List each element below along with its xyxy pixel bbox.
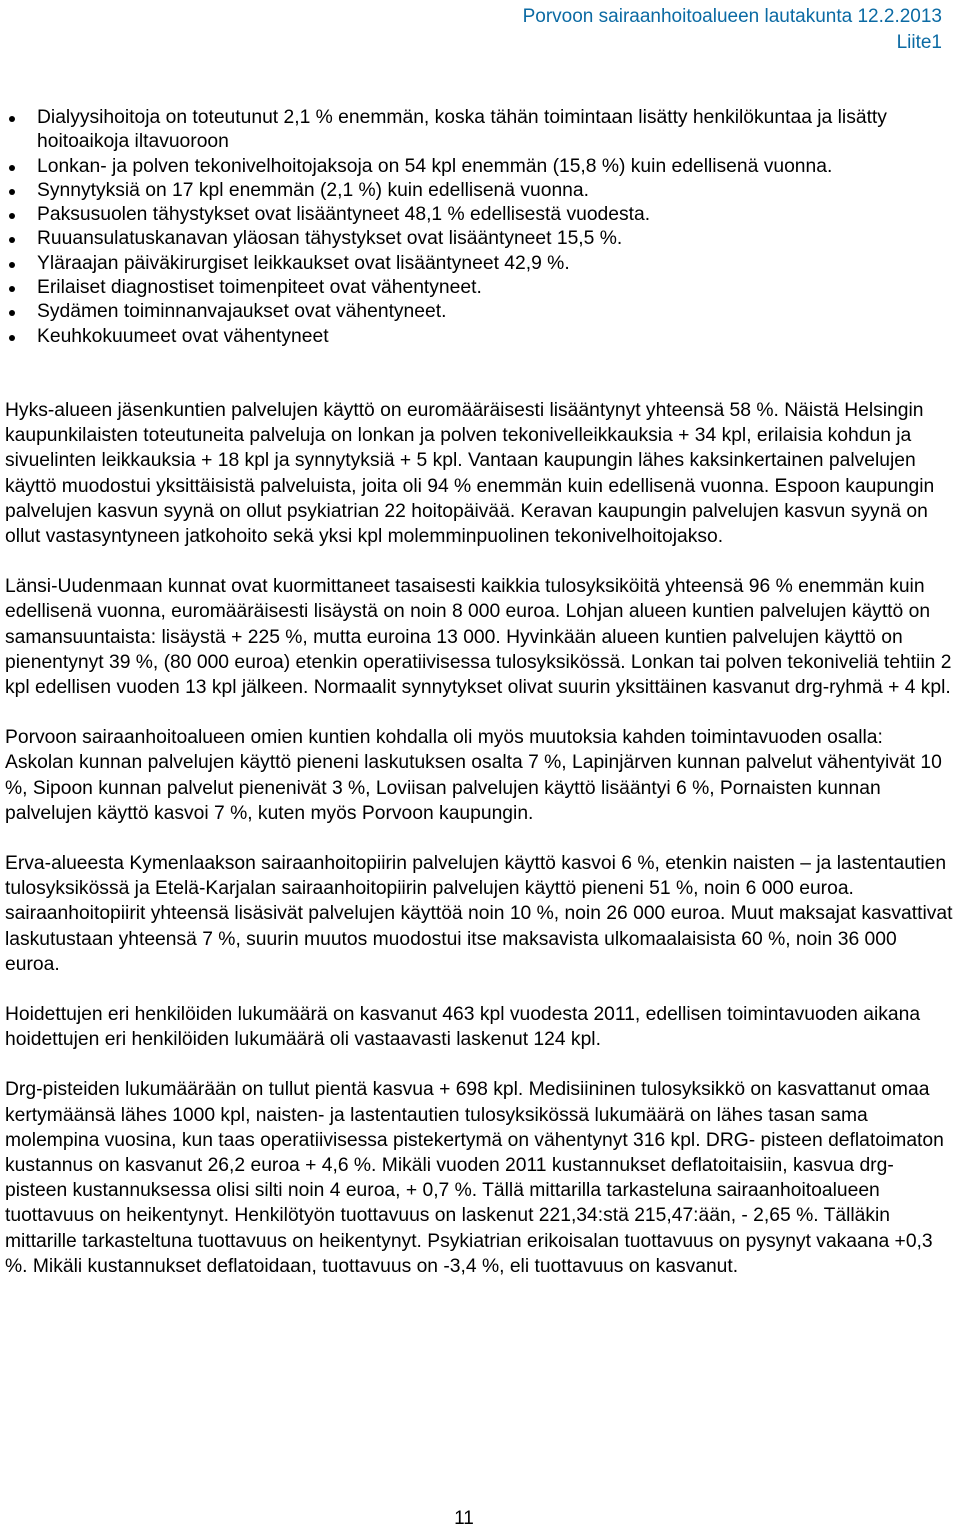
list-item <box>5 300 953 324</box>
bullet-icon <box>9 189 15 195</box>
bullet-icon <box>9 213 15 219</box>
bullet-icon <box>9 165 15 171</box>
list-item-text: Keuhkokuumeet ovat vähentyneet <box>37 325 329 347</box>
bullet-icon <box>9 335 15 341</box>
list-item <box>5 179 953 203</box>
list-item <box>5 106 953 155</box>
paragraph-patient-count: Hoidettujen eri henkilöiden lukumäärä on kasvanut 463 kpl vuodesta 2011, edellisen toimintavuoden aikana hoidettujen eri henkilöiden lukumäärä oli vastaavasti laskenut 124 kpl. <box>5 1004 921 1051</box>
list-item-text: Lonkan- ja polven tekonivelhoitojaksoja on 54 kpl enemmän (15,8 %) kuin edellisenä vuonna. <box>37 155 833 177</box>
paragraph-lansi-uusimaa: Länsi-Uudenmaan kunnat ovat kuormittaneet tasaisesti kaikkia tulosyksiköitä yhteensä 96 % enemmän kuin edellisenä vuonna, euromääräisesti lisäystä on noin 8 000 euroa. Lohjan alueen kuntien palvelujen käyttö on samansuuntaista: lisäystä + 225 %, mutta euroina 13 000. Hyvinkään alueen kuntien palvelujen käyttö on pienentynyt 39 %, (80 000 euroa) etenkin operatiivisessa tulosyksikössä. Lonkan tai polven tekoniveliä tehtiin 2 kpl edellisen vuoden 13 kpl jälkeen. Normaalit synnytykset olivat suurin yksittäinen kasvanut drg-ryhmä + 4 kpl. <box>5 576 952 699</box>
list-item <box>5 276 953 300</box>
list-item-text: Paksusuolen tähystykset ovat lisääntyneet 48,1 % edellisestä vuodesta. <box>37 204 651 226</box>
list-item <box>5 252 953 276</box>
list-item <box>5 203 953 227</box>
bullet-icon <box>9 310 15 316</box>
list-item <box>5 325 953 349</box>
list-item-text: Yläraajan päiväkirurgiset leikkaukset ovat lisääntyneet 42,9 %. <box>37 252 570 274</box>
bullet-list <box>5 106 953 349</box>
paragraph-porvoo-municipalities: Porvoon sairaanhoitoalueen omien kuntien kohdalla oli myös muutoksia kahden toimintavuoden osalla: Askolan kunnan palvelujen käyttö pieneni laskutuksen osalta 7 %, Lapinjärven kunnan palvelut vähentyivät 10 %, Sipoon kunnan palvelut pienenivät 3 %, Loviisan palvelujen käyttö lisääntyi 6 %, Pornaisten kunnan palvelujen käyttö kasvoi 7 %, kuten myös Porvoon kaupungin. <box>5 727 942 824</box>
header-attachment-label: Liite1 <box>896 32 942 53</box>
bullet-icon <box>9 237 15 243</box>
list-item-text: Synnytyksiä on 17 kpl enemmän (2,1 %) kuin edellisenä vuonna. <box>37 179 589 201</box>
paragraph-drg-points: Drg-pisteiden lukumäärään on tullut pientä kasvua + 698 kpl. Medisiininen tulosyksikkö on kasvattanut omaa kertymäänsä lähes 1000 kpl, naisten- ja lastentautien tulosyksikössä lukumäärä on lähes tasan sama molempina vuosina, kun taas operatiivisessa pistekertymä on vähentynyt 316 kpl. DRG- pisteen deflatoimaton kustannus on kasvanut 26,2 euroa + 4,6 %. Mikäli vuoden 2011 kustannukset deflatoitaisiin, kasvua drg-pisteen kustannuksessa olisi silti noin 4 euroa, + 0,7 %. Tällä mittarilla tarkasteluna sairaanhoitoalueen tuottavuus on heikentynyt. Henkilötyön tuottavuus on laskenut 221,34:stä 215,47:ään, - 2,65 %. Tälläkin mittarille tarkasteltuna tuottavuus on heikentynyt. Psykiatrian erikoisalan tuottavuus on pysynyt vakaana +0,3 %. Mikäli kustannukset deflatoidaan, tuottavuus on -3,4 %, eli tuottavuus on kasvanut. <box>5 1079 944 1277</box>
list-item <box>5 155 953 179</box>
paragraph-hyks-area: Hyks-alueen jäsenkuntien palvelujen käyttö on euromääräisesti lisääntynyt yhteensä 58 %. Näistä Helsingin kaupunkilaisten toteutuneita palveluja on lonkan ja polven tekonivelleikkauksia + 34 kpl, erilaisia kohdun ja sivuelinten leikkauksia + 18 kpl ja synnytyksiä + 5 kpl. Vantaan kaupungin lähes kaksinkertainen palvelujen käyttö muodostui yksittäisistä palveluista, joita oli 94 % enemmän kuin edellisenä vuonna. Espoon kaupungin palvelujen kasvun syynä on ollut psykiatrian 22 hoitopäivää. Keravan kaupungin palvelujen kasvun syynä on ollut vastasyntyneen jatkohoito sekä yksi kpl molemminpuolinen tekonivelhoitojakso. <box>5 400 935 548</box>
bullet-icon <box>9 286 15 292</box>
list-item-text: Dialyysihoitoja on toteutunut 2,1 % enemmän, koska tähän toimintaan lisätty henkilökuntaa ja lisätty hoitoaikoja iltavuoroon <box>37 107 887 153</box>
body-text <box>5 398 953 1304</box>
page-number: 11 <box>454 1508 474 1529</box>
paragraph-erva-area: Erva-alueesta Kymenlaakson sairaanhoitopiirin palvelujen käyttö kasvoi 6 %, etenkin naisten – ja lastentautien tulosyksikössä ja Etelä-Karjalan sairaanhoitopiirin palvelujen käyttö pieneni 51 %, noin 6 000 euroa. sairaanhoitopiirit yhteensä lisäsivät palvelujen käyttöä noin 10 %, noin 26 000 euroa. Muut maksajat kasvattivat laskutustaan yhteensä 7 %, suurin muutos muodostui itse maksavista ulkomaalaisista 60 %, noin 36 000 euroa. <box>5 853 953 975</box>
list-item-text: Erilaiset diagnostiset toimenpiteet ovat vähentyneet. <box>37 277 482 299</box>
bullet-icon <box>9 116 15 122</box>
header-meeting-title: Porvoon sairaanhoitoalueen lautakunta 12.2.2013 <box>522 6 942 27</box>
list-item-text: Ruuansulatuskanavan yläosan tähystykset ovat lisääntyneet 15,5 %. <box>37 228 623 250</box>
list-item-text: Sydämen toiminnanvajaukset ovat vähentyneet. <box>37 301 447 323</box>
list-item <box>5 227 953 251</box>
bullet-icon <box>9 262 15 268</box>
page-header <box>523 4 942 56</box>
